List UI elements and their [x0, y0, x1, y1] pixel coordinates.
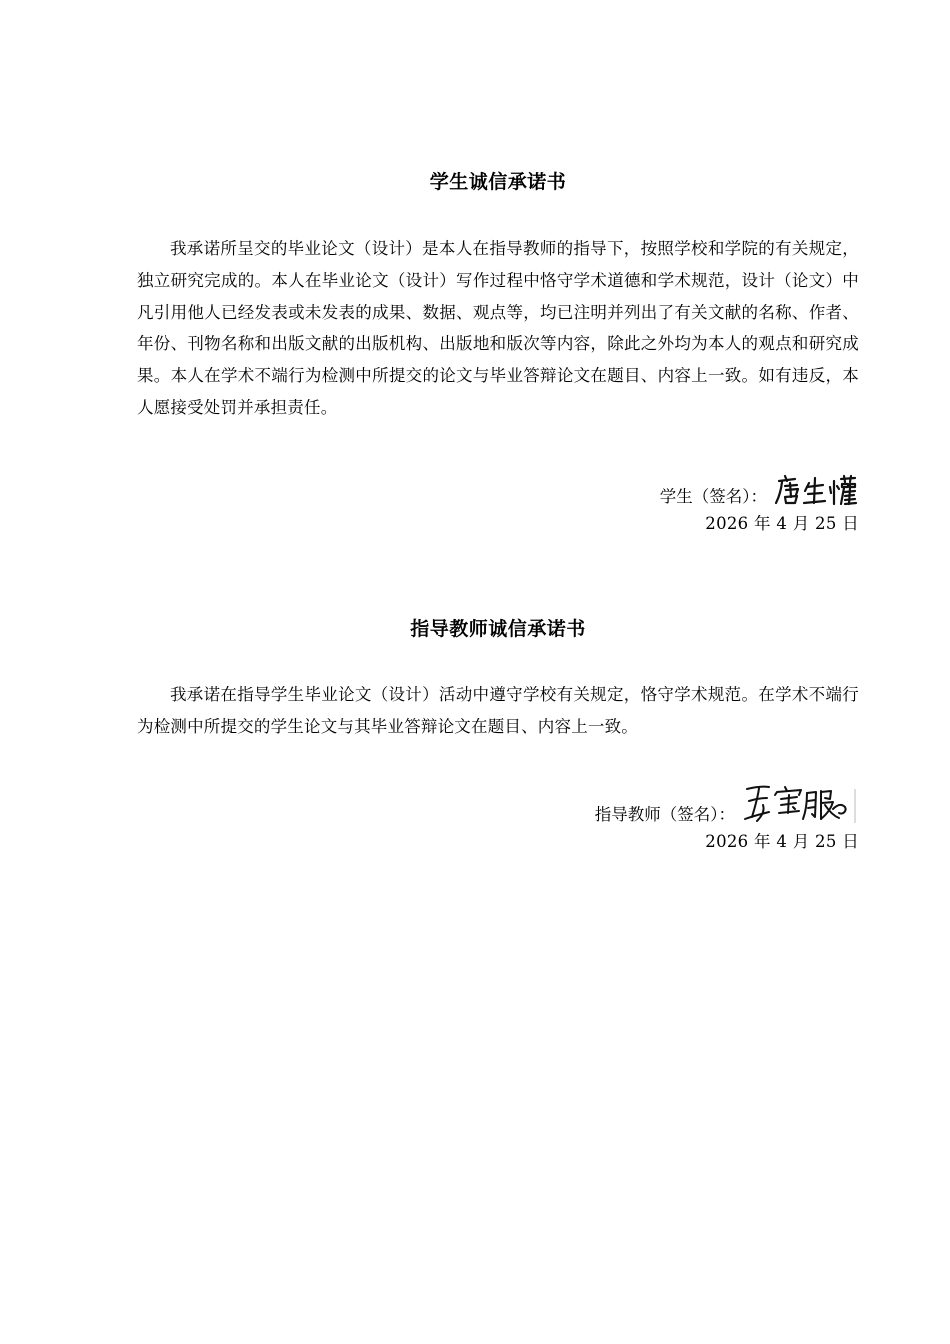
advisor-signature-label: 指导教师（签名）： [594, 805, 735, 824]
advisor-handwritten-signature [741, 783, 859, 827]
advisor-signature-date: 2026 年 4 月 25 日 [705, 832, 859, 851]
advisor-pledge-title: 指导教师诚信承诺书 [410, 618, 586, 640]
advisor-signature-block [595, 791, 859, 857]
advisor-pledge-section [137, 615, 859, 851]
student-signature-date: 2026 年 4 月 25 日 [705, 514, 859, 533]
student-pledge-body: 我承诺所呈交的毕业论文（设计）是本人在指导教师的指导下，按照学校和学院的有关规定，独立研究完成的。本人在毕业论文（设计）写作过程中恪守学术道德和学术规范，设计（论文）中凡引用他人已经发表或未发表的成果、数据、观点等，均已注明并列出了有关文献的名称、作者、年份、刊物名称和出版文献的出版机构、出版地和版次等内容，除此之外均为本人的观点和研究成果。本人在学术不端行为检测中所提交的论文与毕业答辩论文在题目、内容上一致。如有违反，本人愿接受处罚并承担责任。 [137, 239, 859, 417]
student-handwritten-signature [773, 473, 859, 509]
advisor-signature-line [595, 791, 859, 827]
student-pledge-section [137, 168, 859, 533]
student-pledge-title: 学生诚信承诺书 [429, 171, 567, 193]
student-signature-label: 学生（签名）： [659, 487, 767, 506]
student-signature-line [660, 473, 859, 509]
advisor-pledge-body: 我承诺在指导学生毕业论文（设计）活动中遵守学校有关规定，恪守学术规范。在学术不端行为检测中所提交的学生论文与其毕业答辩论文在题目、内容上一致。 [137, 685, 859, 736]
student-signature-block [660, 473, 859, 539]
